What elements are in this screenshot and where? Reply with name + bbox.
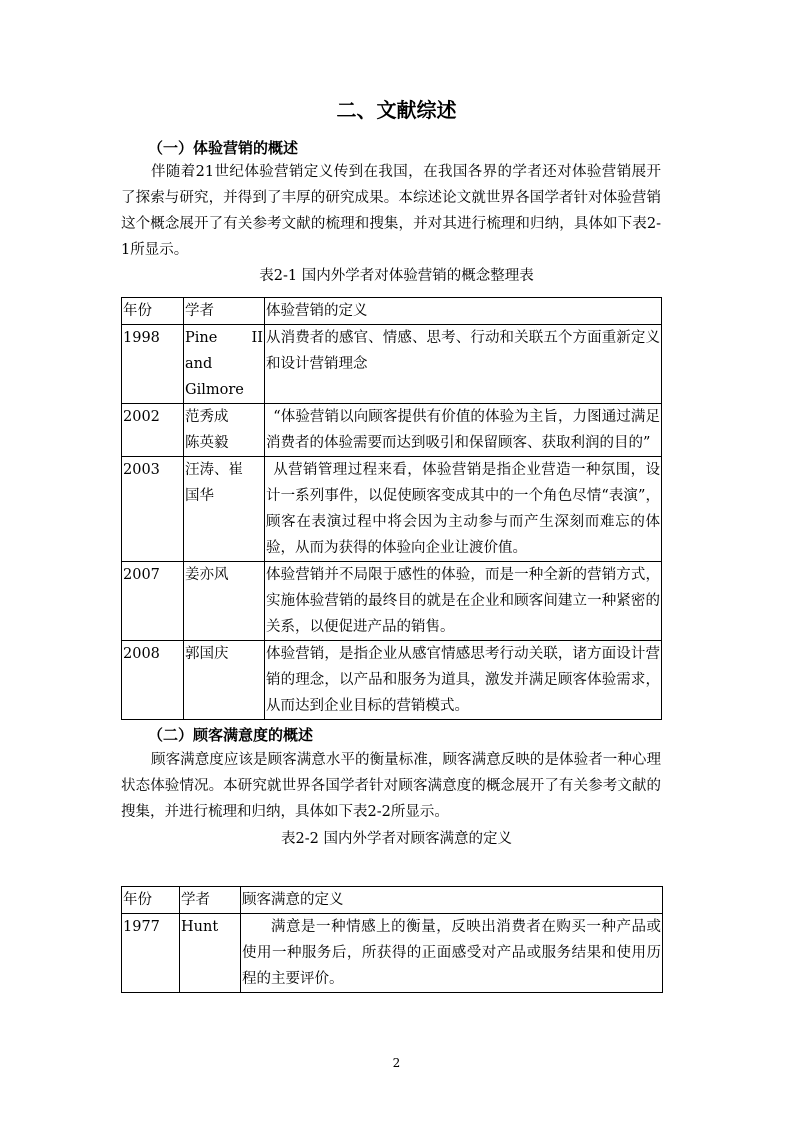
year-cell: 1998 [122,325,184,404]
year-cell: 2003 [122,457,184,562]
year-cell: 2007 [122,562,184,641]
section2-paragraph: 顾客满意度应该是顾客满意水平的衡量标准，顾客满意反映的是体验者一种心理状态体验情况。本研究就世界各国学者针对顾客满意度的概念展开了有关参考文献的搜集，并进行梳理和归纳，具体如下表2-2所显示。 [121,752,661,820]
scholar-cell: Pine II and Gilmore [184,325,265,404]
scholar-cell: 姜亦风 [184,562,265,641]
header-year: 年份 [122,298,184,325]
definition-cell: 满意是一种情感上的衡量，反映出消费者在购买一种产品或使用一种服务后，所获得的正面感受对产品或服务结果和使用历程的主要评价。 [241,914,663,993]
section-heading-customer-satisfaction: （二）顾客满意度的概述 [148,726,314,744]
scholar-cell: 汪涛、崔国华 [184,457,265,562]
table-2-1 [121,297,662,720]
definition-cell: 体验营销，是指企业从感官情感思考行动关联，诸方面设计营销的理念，以产品和服务为道具，激发并满足顾客体验需求，从而达到企业目标的营销模式。 [265,641,662,720]
header-scholar: 学者 [180,887,241,914]
scholar-cell: 范秀成 陈英毅 [184,404,265,457]
header-scholar: 学者 [184,298,265,325]
page-title: 二、文献综述 [336,98,457,122]
definition-cell: 从营销管理过程来看，体验营销是指企业营造一种氛围，设计一系列事件，以促使顾客变成其中的一个角色尽情“表演”，顾客在表演过程中将会因为主动参与而产生深刻而难忘的体验，从而为获得的体验向企业让渡价值。 [265,457,662,562]
table-2-2 [121,886,663,993]
table-row [122,457,662,562]
year-cell: 2008 [122,641,184,720]
scholar-cell: 郭国庆 [184,641,265,720]
table-row [122,404,662,457]
header-year: 年份 [122,887,180,914]
year-cell: 2002 [122,404,184,457]
table-row [122,562,662,641]
table-2-1-caption: 表2-1 国内外学者对体验营销的概念整理表 [259,268,534,284]
table-row [122,914,663,993]
table-header-row [122,887,663,914]
table-row [122,325,662,404]
table-2-2-caption: 表2-2 国内外学者对顾客满意的定义 [281,831,512,847]
table-header-row [122,298,662,325]
definition-cell: “体验营销以向顾客提供有价值的体验为主旨，力图通过满足消费者的体验需要而达到吸引和保留顾客、获取利润的目的” [265,404,662,457]
year-cell: 1977 [122,914,180,993]
header-definition: 顾客满意的定义 [241,887,663,914]
scholar-cell: Hunt [180,914,241,993]
header-definition: 体验营销的定义 [265,298,662,325]
section1-paragraph: 伴随着21世纪体验营销定义传到在我国，在我国各界的学者还对体验营销展开了探索与研究，并得到了丰厚的研究成果。本综述论文就世界各国学者针对体验营销这个概念展开了有关参考文献的梳理和搜集，并对其进行梳理和归纳，具体如下表2-1所显示。 [121,164,661,258]
section-heading-experience-marketing: （一）体验营销的概述 [148,139,299,157]
definition-cell: 从消费者的感官、情感、思考、行动和关联五个方面重新定义和设计营销理念 [265,325,662,404]
definition-cell: 体验营销并不局限于感性的体验，而是一种全新的营销方式，实施体验营销的最终目的就是在企业和顾客间建立一种紧密的关系，以便促进产品的销售。 [265,562,662,641]
table-row [122,641,662,720]
page-number: 2 [392,1056,401,1070]
